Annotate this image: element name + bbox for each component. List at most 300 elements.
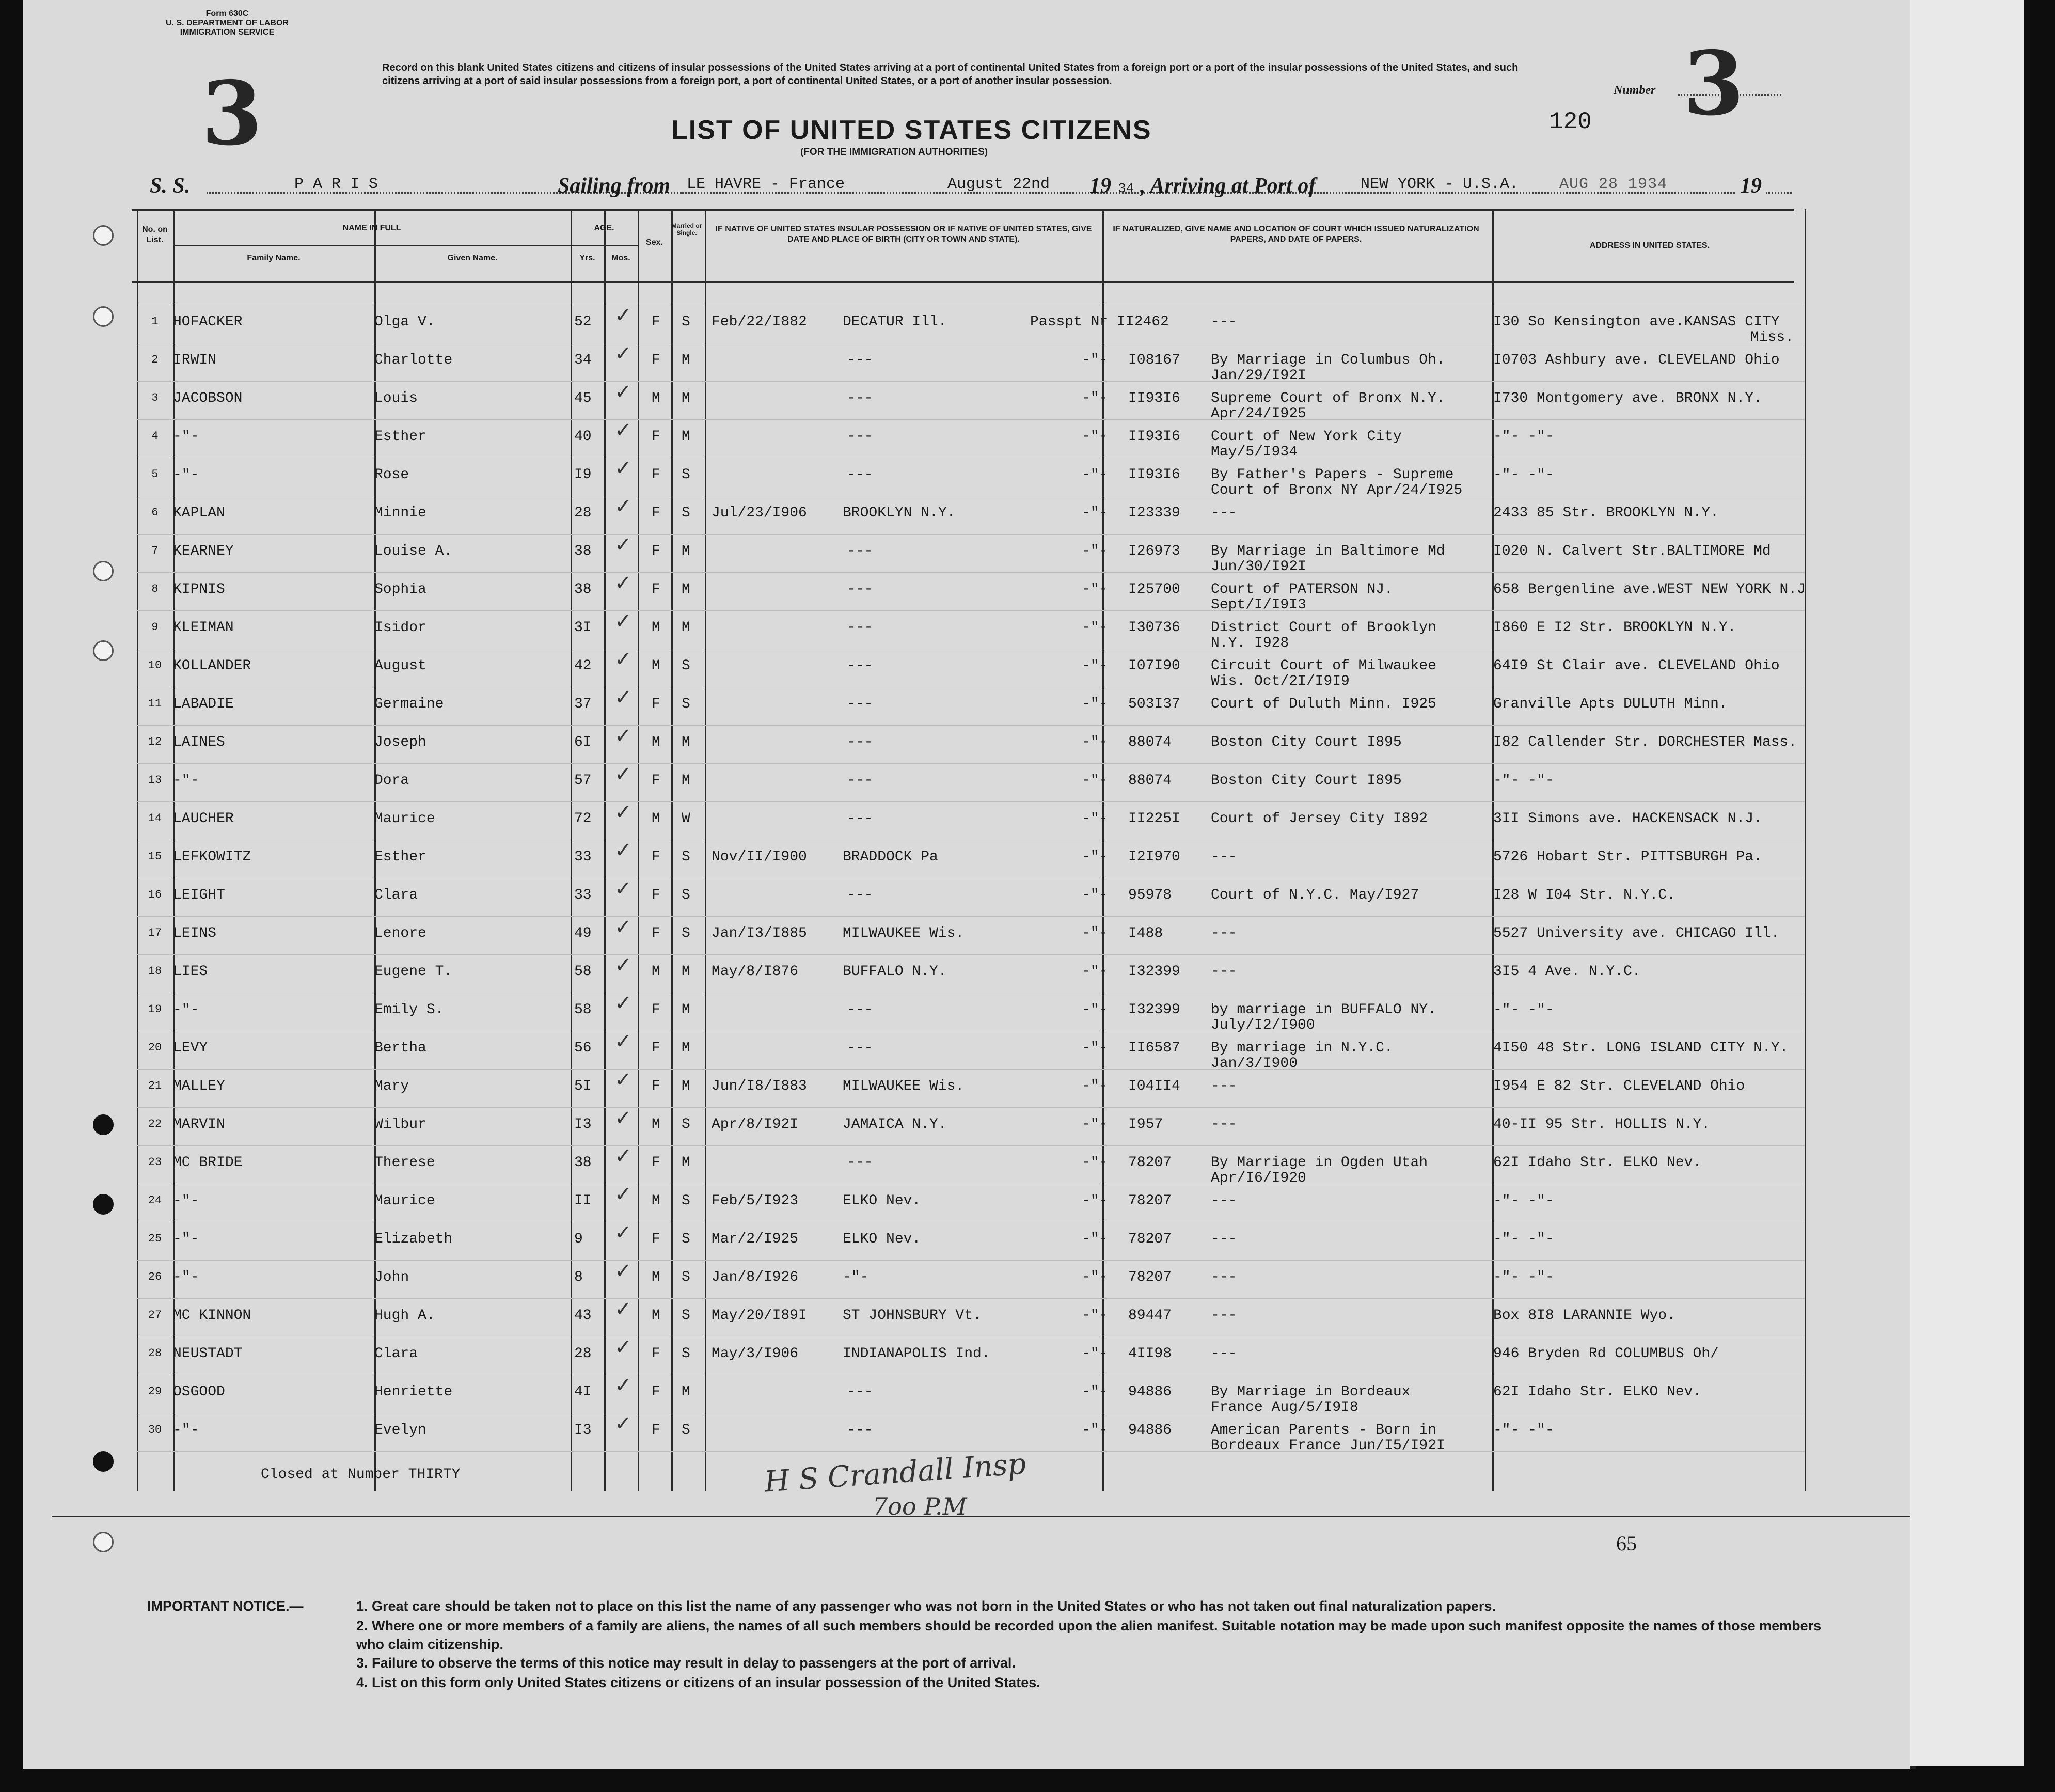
ditto-mark: -"- (1082, 1422, 1108, 1438)
list-number-header: 3 (1683, 32, 1745, 135)
ditto-mark: -"- (1082, 1002, 1108, 1018)
address-line1: 62I Idaho Str. ELKO Nev. (1493, 1155, 1702, 1171)
check-mark: ✓ (614, 1145, 632, 1168)
marital-status: M (682, 352, 690, 368)
row-rule (137, 1069, 1805, 1070)
sex: M (652, 620, 660, 636)
naturalization-line1: --- (1211, 1346, 1237, 1362)
address-line1: 5726 Hobart Str. PITTSBURGH Pa. (1493, 849, 1762, 865)
birth-place: --- (847, 581, 873, 598)
certificate-number: II93I6 (1128, 390, 1180, 406)
binder-hole (93, 561, 114, 581)
ditto-mark: -"- (1082, 352, 1108, 368)
address-line1: 5527 University ave. CHICAGO Ill. (1493, 925, 1780, 941)
certificate-number: I488 (1128, 925, 1163, 941)
sex: F (652, 773, 660, 789)
family-name: NEUSTADT (173, 1346, 243, 1362)
family-name: LIES (173, 964, 208, 980)
naturalization-line1: By Marriage in Ogden Utah (1211, 1155, 1428, 1171)
birth-place: --- (847, 1422, 873, 1438)
year-suffix: 34 (1118, 181, 1134, 196)
family-name: LAUCHER (173, 811, 234, 827)
marital-status: M (682, 734, 690, 750)
ditto-mark: -"- (1082, 1078, 1108, 1094)
age-years: 38 (574, 543, 592, 559)
sex: F (652, 429, 660, 445)
age-years: 57 (574, 773, 592, 789)
row-number: 12 (148, 735, 162, 748)
sailing-from: LE HAVRE - France (687, 176, 845, 193)
check-mark: ✓ (614, 457, 632, 480)
check-mark: ✓ (614, 1183, 632, 1206)
birth-place: ST JOHNSBURY Vt. (843, 1308, 982, 1324)
certificate-number: 88074 (1128, 773, 1172, 789)
certificate-number: 94886 (1128, 1422, 1172, 1438)
ditto-mark: -"- (1082, 620, 1108, 636)
marital-status: M (682, 1078, 690, 1094)
birth-date: Jan/8/I926 (712, 1269, 799, 1285)
marital-status: S (682, 1231, 690, 1247)
check-mark: ✓ (614, 686, 632, 709)
check-mark: ✓ (614, 839, 632, 862)
row-number: 21 (148, 1079, 162, 1092)
certificate-number: 88074 (1128, 734, 1172, 750)
check-mark: ✓ (614, 1412, 632, 1435)
sex: F (652, 352, 660, 368)
page-number: 65 (1616, 1532, 1637, 1555)
naturalization-line2: Apr/I6/I920 (1211, 1170, 1306, 1186)
naturalization-line1: Circuit Court of Milwaukee (1211, 658, 1436, 674)
age-years: 45 (574, 390, 592, 406)
birth-place: --- (847, 887, 873, 903)
given-name: Mary (374, 1078, 409, 1094)
naturalization-line2: Jan/3/I900 (1211, 1056, 1298, 1072)
manifest-page (23, 0, 1916, 1769)
birth-place: --- (847, 620, 873, 636)
naturalization-line2: Court of Bronx NY Apr/24/I925 (1211, 482, 1463, 498)
row-number: 28 (148, 1347, 162, 1360)
birth-date: Mar/2/I925 (712, 1231, 799, 1247)
check-mark: ✓ (614, 1298, 632, 1321)
address-line1: I730 Montgomery ave. BRONX N.Y. (1493, 390, 1762, 406)
signature-time: 7oo P.M (873, 1492, 967, 1520)
col-header-yrs: Yrs. (579, 254, 595, 262)
certificate-number: II93I6 (1128, 429, 1180, 445)
row-number: 2 (151, 353, 159, 366)
grid-line (671, 209, 673, 1491)
service: IMMIGRATION SERVICE (180, 28, 275, 37)
row-number: 14 (148, 812, 162, 825)
col-header-naturalized: IF NATURALIZED, GIVE NAME AND LOCATION OF COURT WHICH ISSUED NATURALIZATION PAPERS, AND DATE OF PAPERS. (1113, 225, 1479, 244)
naturalization-line1: --- (1211, 1193, 1237, 1209)
year2-label: 19 (1740, 174, 1762, 198)
age-years: I3 (574, 1117, 592, 1133)
family-name: KEARNEY (173, 543, 234, 559)
sex: F (652, 1078, 660, 1094)
binder-hole (93, 1532, 114, 1552)
age-years: 3I (574, 620, 592, 636)
family-name: -"- (173, 1231, 199, 1247)
birth-place: INDIANAPOLIS Ind. (843, 1346, 990, 1362)
row-number: 19 (148, 1003, 162, 1016)
ship-name: P A R I S (294, 176, 378, 193)
marital-status: M (682, 543, 690, 559)
family-name: -"- (173, 467, 199, 483)
col-header-birth: IF NATIVE OF UNITED STATES INSULAR POSSESSION OR IF NATIVE OF UNITED STATES, GIVE DATE AND PLACE OF BIRTH (CITY OR TOWN AND STATE). (715, 225, 1092, 244)
sex: F (652, 1155, 660, 1171)
grid-line (705, 209, 706, 1491)
naturalization-line2: May/5/I934 (1211, 444, 1298, 460)
family-name: LEVY (173, 1040, 208, 1056)
check-mark: ✓ (614, 725, 632, 747)
naturalization-line1: District Court of Brooklyn (1211, 620, 1436, 636)
sex: F (652, 925, 660, 941)
naturalization-line1: By Marriage in Baltimore Md (1211, 543, 1445, 559)
family-name: KAPLAN (173, 505, 225, 521)
age-years: 33 (574, 887, 592, 903)
birth-place: --- (847, 429, 873, 445)
address-line1: -"- -"- (1493, 467, 1554, 483)
row-number: 26 (148, 1270, 162, 1283)
notice-item: 4. List on this form only United States citizens or citizens of an insular possession of the United States. (356, 1675, 1040, 1690)
binder-hole (93, 1114, 114, 1135)
form-instructions: Record on this blank United States citizens and citizens of insular possessions of the United States arriving at a port of continental United States from a foreign port or a port of the insular possessions of the United States, and such citizens arriving at a port of said insular possessions from a foreign port, a port of continental United States, or a port of another insular possession. (382, 62, 1519, 87)
age-years: 38 (574, 581, 592, 598)
marital-status: S (682, 849, 690, 865)
naturalization-line2: Apr/24/I925 (1211, 406, 1306, 422)
age-years: 42 (574, 658, 592, 674)
birth-place: BUFFALO N.Y. (843, 964, 947, 980)
birth-place: -"- (843, 1269, 869, 1285)
family-name: -"- (173, 429, 199, 445)
given-name: Rose (374, 467, 409, 483)
check-mark: ✓ (614, 1374, 632, 1397)
address-line1: 64I9 St Clair ave. CLEVELAND Ohio (1493, 658, 1780, 674)
family-name: HOFACKER (173, 314, 243, 330)
marital-status: S (682, 1269, 690, 1285)
birth-date: Jun/I8/I883 (712, 1078, 807, 1094)
birth-date: May/8/I876 (712, 964, 799, 980)
address-line1: 3I5 4 Ave. N.Y.C. (1493, 964, 1641, 980)
inspector-signature: H S Crandall Insp (763, 1447, 1028, 1499)
sailing-label: Sailing from (558, 174, 671, 198)
marital-status: M (682, 429, 690, 445)
row-rule (137, 1298, 1805, 1299)
col-header-age: AGE. (594, 224, 614, 232)
row-number: 23 (148, 1156, 162, 1169)
col-header-mos: Mos. (611, 254, 630, 262)
naturalization-line1: --- (1211, 1117, 1237, 1133)
sex: F (652, 1002, 660, 1018)
family-name: KOLLANDER (173, 658, 251, 674)
grid-line (173, 245, 571, 246)
family-name: MC BRIDE (173, 1155, 243, 1171)
marital-status: M (682, 1384, 690, 1400)
sex: F (652, 467, 660, 483)
check-mark: ✓ (614, 1336, 632, 1359)
birth-place: --- (847, 1155, 873, 1171)
given-name: Therese (374, 1155, 435, 1171)
notice-item: 3. Failure to observe the terms of this notice may result in delay to passengers at the port of arrival. (356, 1655, 1016, 1671)
age-years: 56 (574, 1040, 592, 1056)
family-name: KIPNIS (173, 581, 225, 598)
family-name: -"- (173, 773, 199, 789)
naturalization-line1: By Father's Papers - Supreme (1211, 467, 1454, 483)
row-rule (137, 1145, 1805, 1146)
address-line1: 658 Bergenline ave.WEST NEW YORK N.J (1493, 581, 1806, 598)
marital-status: S (682, 925, 690, 941)
check-mark: ✓ (614, 763, 632, 785)
marital-status: M (682, 390, 690, 406)
marital-status: S (682, 1193, 690, 1209)
birth-date: Jul/23/I906 (712, 505, 807, 521)
row-number: 7 (151, 544, 159, 557)
birth-place: --- (847, 734, 873, 750)
sex: F (652, 1346, 660, 1362)
certificate-number: I07I90 (1128, 658, 1180, 674)
binder-hole (93, 225, 114, 246)
given-name: Isidor (374, 620, 426, 636)
row-number: 11 (148, 697, 162, 710)
sex: F (652, 505, 660, 521)
ss-label: S. S. (150, 174, 191, 198)
given-name: Charlotte (374, 352, 453, 368)
marital-status: M (682, 1002, 690, 1018)
check-mark: ✓ (614, 495, 632, 518)
address-line1: 946 Bryden Rd COLUMBUS Oh/ (1493, 1346, 1719, 1362)
family-name: LEFKOWITZ (173, 849, 251, 865)
check-mark: ✓ (614, 992, 632, 1015)
row-number: 1 (151, 315, 159, 328)
naturalization-line2: Jan/29/I92I (1211, 368, 1306, 384)
check-mark: ✓ (614, 419, 632, 442)
ditto-mark: -"- (1082, 887, 1108, 903)
age-years: 72 (574, 811, 592, 827)
naturalization-line1: Court of N.Y.C. May/I927 (1211, 887, 1419, 903)
marital-status: S (682, 658, 690, 674)
ditto-mark: -"- (1082, 696, 1108, 712)
col-header-address: ADDRESS IN UNITED STATES. (1589, 241, 1710, 250)
address-line1: 62I Idaho Str. ELKO Nev. (1493, 1384, 1702, 1400)
certificate-number: 503I37 (1128, 696, 1180, 712)
row-number: 22 (148, 1118, 162, 1130)
naturalization-line1: --- (1211, 1078, 1237, 1094)
number-label: Number (1614, 84, 1656, 97)
marital-status: M (682, 773, 690, 789)
family-name: MALLEY (173, 1078, 225, 1094)
page-subtitle: (FOR THE IMMIGRATION AUTHORITIES) (800, 147, 988, 158)
given-name: Clara (374, 887, 418, 903)
family-name: MARVIN (173, 1117, 225, 1133)
marital-status: M (682, 1155, 690, 1171)
naturalization-line2: Jun/30/I92I (1211, 559, 1306, 575)
sex: F (652, 1384, 660, 1400)
given-name: Minnie (374, 505, 426, 521)
certificate-number: I32399 (1128, 1002, 1180, 1018)
row-number: 16 (148, 888, 162, 901)
sex: F (652, 1231, 660, 1247)
birth-date: May/20/I89I (712, 1308, 807, 1324)
marital-status: M (682, 620, 690, 636)
marital-status: S (682, 696, 690, 712)
birth-date: Apr/8/I92I (712, 1117, 799, 1133)
address-line1: I28 W I04 Str. N.Y.C. (1493, 887, 1675, 903)
address-line1: I0703 Ashbury ave. CLEVELAND Ohio (1493, 352, 1780, 368)
address-line1: 4I50 48 Str. LONG ISLAND CITY N.Y. (1493, 1040, 1789, 1056)
row-rule (137, 1107, 1805, 1108)
naturalization-line1: American Parents - Born in (1211, 1422, 1436, 1438)
row-number: 18 (148, 965, 162, 978)
age-years: 58 (574, 1002, 592, 1018)
certificate-number: 4II98 (1128, 1346, 1172, 1362)
certificate-number: I957 (1128, 1117, 1163, 1133)
row-number: 24 (148, 1194, 162, 1207)
ditto-mark: -"- (1082, 1040, 1108, 1056)
ditto-mark: -"- (1082, 1155, 1108, 1171)
birth-date: Feb/22/I882 (712, 314, 807, 330)
family-name: LAINES (173, 734, 225, 750)
birth-place: DECATUR Ill. (843, 314, 947, 330)
page-edge-strip (1910, 0, 2024, 1766)
ditto-mark: -"- (1082, 964, 1108, 980)
age-years: 33 (574, 849, 592, 865)
birth-date: Nov/II/I900 (712, 849, 807, 865)
birth-place: MILWAUKEE Wis. (843, 1078, 965, 1094)
age-years: I9 (574, 467, 592, 483)
notice-item: 2. Where one or more members of a family are aliens, the names of all such members should be recorded upon the alien manifest. Suitable notation may be made upon such manifest opposite the names of those members who claim citizenship. (356, 1618, 1822, 1652)
birth-place: ELKO Nev. (843, 1231, 921, 1247)
certificate-number: 78207 (1128, 1231, 1172, 1247)
marital-status: S (682, 1308, 690, 1324)
sex: M (652, 1193, 660, 1209)
given-name: Wilbur (374, 1117, 426, 1133)
ditto-mark: -"- (1082, 658, 1108, 674)
birth-place: --- (847, 543, 873, 559)
arrival-date-stamp: AUG 28 1934 (1559, 176, 1668, 193)
col-header-given: Given Name. (447, 254, 498, 262)
certificate-number: 78207 (1128, 1193, 1172, 1209)
ditto-mark: -"- (1082, 390, 1108, 406)
col-header-name: NAME IN FULL (342, 224, 401, 232)
naturalization-line1: By marriage in N.Y.C. (1211, 1040, 1393, 1056)
sex: M (652, 734, 660, 750)
naturalization-line1: Court of New York City (1211, 429, 1402, 445)
certificate-number: II93I6 (1128, 467, 1180, 483)
sex: F (652, 314, 660, 330)
given-name: Lenore (374, 925, 426, 941)
address-line1: -"- -"- (1493, 1231, 1554, 1247)
age-years: 28 (574, 505, 592, 521)
row-number: 25 (148, 1232, 162, 1245)
row-number: 27 (148, 1309, 162, 1322)
grid-line (638, 209, 639, 1491)
col-header-no: No. on List. (142, 225, 168, 244)
certificate-number: 94886 (1128, 1384, 1172, 1400)
address-line1: I954 E 82 Str. CLEVELAND Ohio (1493, 1078, 1745, 1094)
given-name: Louis (374, 390, 418, 406)
address-line1: Box 8I8 LARANNIE Wyo. (1493, 1308, 1675, 1324)
given-name: Olga V. (374, 314, 435, 330)
family-name: LEIGHT (173, 887, 225, 903)
family-name: JACOBSON (173, 390, 243, 406)
age-years: 34 (574, 352, 592, 368)
voyage-line (150, 170, 1776, 207)
given-name: Germaine (374, 696, 444, 712)
sex: M (652, 964, 660, 980)
binder-hole (93, 306, 114, 327)
birth-place: JAMAICA N.Y. (843, 1117, 947, 1133)
page-title: LIST OF UNITED STATES CITIZENS (671, 115, 1152, 145)
naturalization-line2: Sept/I/I9I3 (1211, 597, 1306, 613)
address-line1: -"- -"- (1493, 1422, 1554, 1438)
grid-line (1805, 209, 1806, 1491)
row-rule (137, 801, 1805, 802)
given-name: Joseph (374, 734, 426, 750)
row-number: 9 (151, 621, 159, 634)
birth-place: --- (847, 773, 873, 789)
form-number: Form 630C (206, 9, 249, 18)
grid-line (132, 281, 1794, 283)
check-mark: ✓ (614, 342, 632, 365)
sex: M (652, 811, 660, 827)
ditto-mark: -"- (1082, 505, 1108, 521)
birth-place: --- (847, 696, 873, 712)
row-number: 3 (151, 391, 159, 404)
row-number: 4 (151, 430, 159, 443)
naturalization-line2: N.Y. I928 (1211, 635, 1289, 651)
ditto-mark: -"- (1082, 1308, 1108, 1324)
marital-status: M (682, 964, 690, 980)
marital-status: S (682, 505, 690, 521)
sex: F (652, 849, 660, 865)
marital-status: W (682, 811, 690, 827)
given-name: Bertha (374, 1040, 426, 1056)
naturalization-line1: --- (1211, 505, 1237, 521)
marital-status: M (682, 581, 690, 598)
row-number: 8 (151, 583, 159, 595)
marital-status: S (682, 887, 690, 903)
ditto-mark: -"- (1082, 849, 1108, 865)
sex: F (652, 581, 660, 598)
given-name: Evelyn (374, 1422, 426, 1438)
arrival-port: NEW YORK - U.S.A. (1361, 176, 1519, 193)
check-mark: ✓ (614, 877, 632, 900)
row-number: 20 (148, 1041, 162, 1054)
family-name: -"- (173, 1193, 199, 1209)
row-rule (137, 763, 1805, 764)
certificate-number: II225I (1128, 811, 1180, 827)
sex: F (652, 696, 660, 712)
naturalization-line1: Boston City Court I895 (1211, 734, 1402, 750)
check-mark: ✓ (614, 648, 632, 671)
grid-line (137, 209, 138, 1491)
family-name: -"- (173, 1269, 199, 1285)
naturalization-line1: Court of Jersey City I892 (1211, 811, 1428, 827)
ditto-mark: -"- (1082, 1193, 1108, 1209)
family-name: -"- (173, 1002, 199, 1018)
check-mark: ✓ (614, 304, 632, 327)
family-name: -"- (173, 1422, 199, 1438)
sex: M (652, 658, 660, 674)
check-mark: ✓ (614, 572, 632, 594)
birth-place: --- (847, 390, 873, 406)
check-mark: ✓ (614, 1068, 632, 1091)
birth-place: ELKO Nev. (843, 1193, 921, 1209)
marital-status: S (682, 1346, 690, 1362)
ditto-mark: -"- (1082, 811, 1108, 827)
naturalization-line1: Boston City Court I895 (1211, 773, 1402, 789)
col-header-married: Married or Single. (671, 222, 702, 237)
